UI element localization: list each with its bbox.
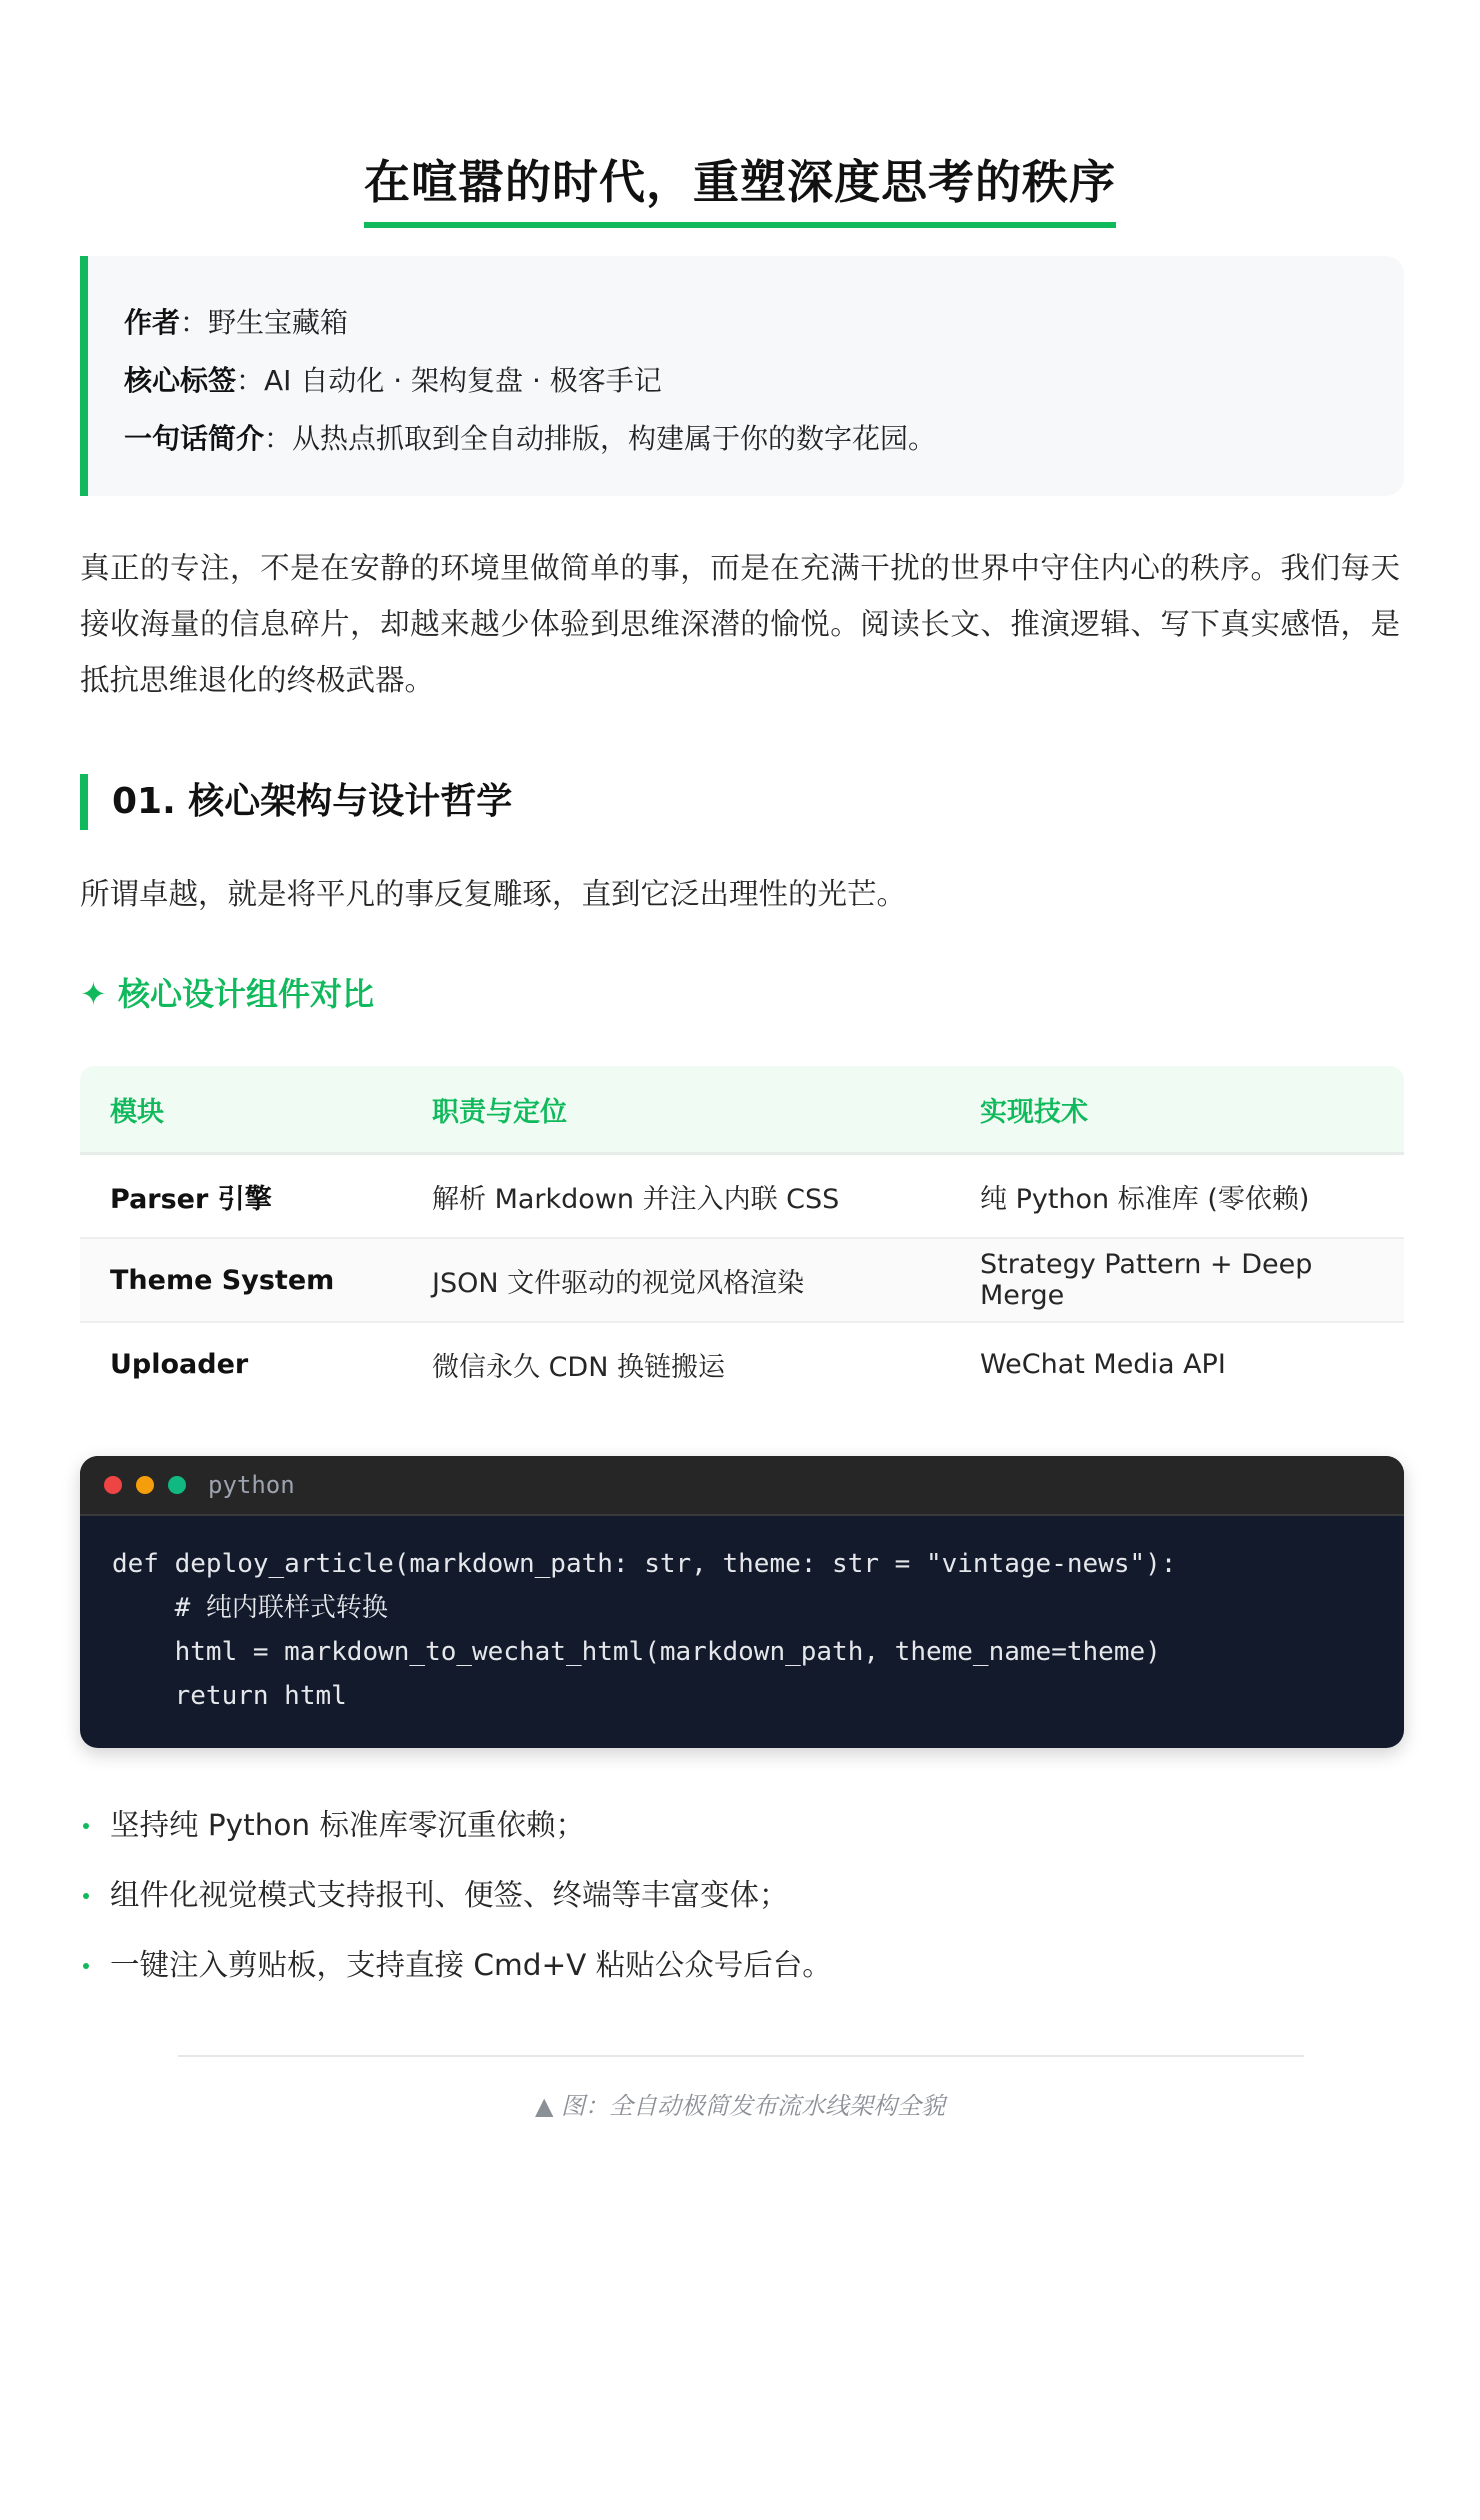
table-cell-module: Theme System — [80, 1238, 402, 1322]
table-header-row — [80, 1066, 1404, 1154]
meta-author — [124, 294, 1404, 352]
table-header-tech: 实现技术 — [950, 1066, 1404, 1154]
components-table — [80, 1066, 1404, 1405]
section-heading: 01. 核心架构与设计哲学 — [80, 774, 512, 830]
meta-separator: ： — [180, 306, 209, 339]
bullet-dot-icon — [83, 1893, 89, 1899]
code-body — [80, 1516, 1404, 1744]
close-dot-icon — [104, 1476, 122, 1494]
table-cell-tech: Strategy Pattern + Deep Merge — [950, 1238, 1404, 1322]
meta-tags — [124, 352, 1404, 410]
maximize-dot-icon — [168, 1476, 186, 1494]
table-cell-role: 微信永久 CDN 换链搬运 — [432, 1351, 726, 1383]
list-item-text: 组件化视觉模式支持报刊、便签、终端等丰富变体； — [110, 1878, 789, 1912]
meta-author-label: 作者 — [124, 306, 181, 339]
list-item — [80, 1790, 1400, 1860]
code-line: def deploy_article(markdown_path: str, theme: str = "vintage-news"): — [112, 1549, 1177, 1579]
bullet-dot-icon — [83, 1963, 89, 1969]
code-line: html = markdown_to_wechat_html(markdown_path, theme_name=theme) — [112, 1637, 1161, 1667]
code-line: # 纯内联样式转换 — [112, 1593, 388, 1623]
table-cell-tech: WeChat Media API — [980, 1348, 1226, 1380]
table-row — [80, 1238, 1404, 1322]
table-cell-role: JSON 文件驱动的视觉风格渲染 — [402, 1238, 950, 1322]
code-titlebar — [80, 1456, 1404, 1516]
minimize-dot-icon — [136, 1476, 154, 1494]
list-item-text: 坚持纯 Python 标准库零沉重依赖； — [110, 1808, 586, 1842]
list-item-text: 一键注入剪贴板，支持直接 Cmd+V 粘贴公众号后台。 — [110, 1948, 832, 1982]
meta-separator: ： — [236, 364, 265, 397]
divider — [178, 2055, 1304, 2057]
meta-card — [80, 256, 1404, 496]
code-language-label: python — [208, 1471, 295, 1499]
title-wrap — [0, 146, 1480, 228]
meta-tags-label: 核心标签 — [124, 364, 237, 397]
meta-separator: ： — [264, 422, 293, 455]
lead-paragraph: 真正的专注，不是在安静的环境里做简单的事，而是在充满干扰的世界中守住内心的秩序。我们每天接收海量的信息碎片，却越来越少体验到思维深潜的愉悦。阅读长文、推演逻辑、写下真实感悟，是抵抗思维退化的终极武器。 — [80, 551, 1400, 697]
table-header-role: 职责与定位 — [402, 1066, 950, 1154]
components-subheading: ✦ 核心设计组件对比 — [80, 975, 374, 1013]
meta-intro — [124, 410, 1404, 468]
article-title: 在喧嚣的时代，重塑深度思考的秩序 — [364, 146, 1116, 228]
section-subtitle: 所谓卓越，就是将平凡的事反复雕琢，直到它泛出理性的光芒。 — [80, 877, 907, 911]
list-item — [80, 1860, 1400, 1930]
table-row — [80, 1322, 1404, 1405]
list-item — [80, 1930, 1400, 2000]
meta-intro-label: 一句话简介 — [124, 422, 265, 455]
table-cell-tech: 纯 Python 标准库 (零依赖) — [950, 1154, 1404, 1239]
table-cell-module: Uploader — [110, 1348, 249, 1380]
bullet-dot-icon — [83, 1823, 89, 1829]
code-block — [80, 1456, 1404, 1748]
meta-tags-value: AI 自动化 · 架构复盘 · 极客手记 — [264, 364, 662, 397]
table-row — [80, 1154, 1404, 1239]
figure-caption: ▲ 图：全自动极简发布流水线架构全貌 — [534, 2092, 946, 2120]
meta-author-value: 野生宝藏箱 — [208, 306, 349, 339]
table-header-module: 模块 — [80, 1066, 402, 1154]
feature-list — [80, 1790, 1400, 2000]
code-line: return html — [112, 1681, 347, 1711]
meta-intro-value: 从热点抓取到全自动排版，构建属于你的数字花园。 — [292, 422, 937, 455]
table-cell-role: 解析 Markdown 并注入内联 CSS — [402, 1154, 950, 1239]
table-cell-module: Parser 引擎 — [80, 1154, 402, 1239]
